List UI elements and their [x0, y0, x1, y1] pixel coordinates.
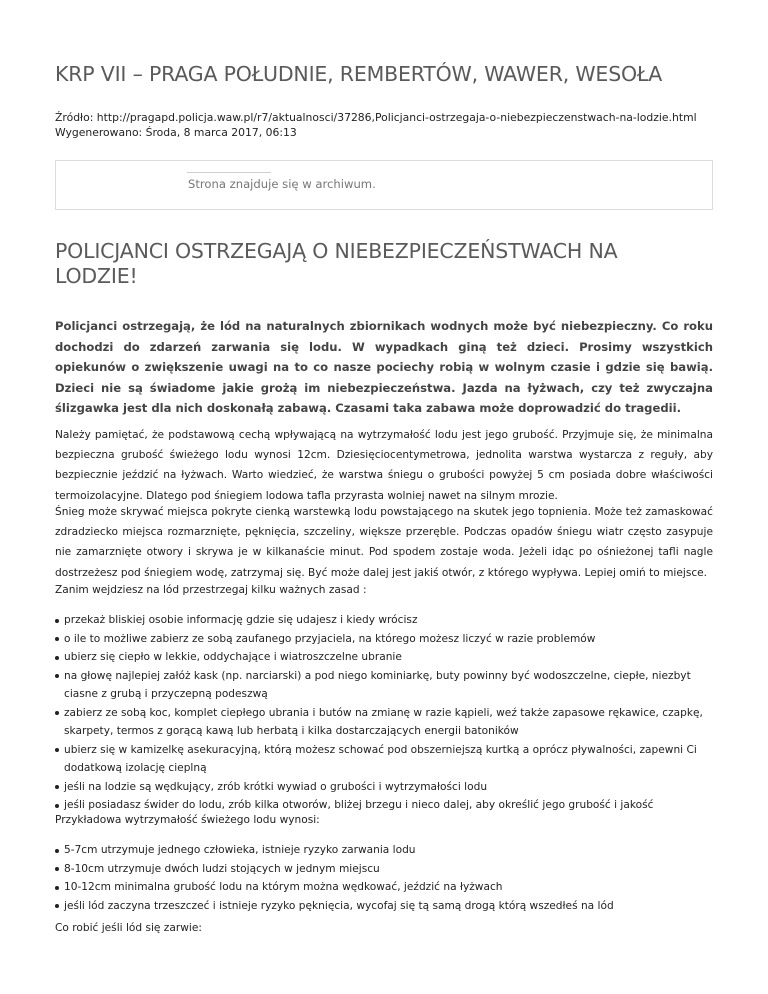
list-item: jeśli na lodzie są wędkujący, zrób krótki wywiad o grubości i wytrzymałości lodu — [55, 778, 713, 797]
list-item: ubierz się ciepło w lekkie, oddychające i wiatroszczelne ubranie — [55, 648, 713, 667]
paragraph-strength-intro: Przykładowa wytrzymałość świeżego lodu wynosi: — [55, 814, 320, 826]
list-item: o ile to możliwe zabierz ze sobą zaufanego przyjaciela, na którego możesz liczyć w razie problemów — [55, 630, 713, 649]
list-item: 5-7cm utrzymuje jednego człowieka, istnieje ryzyko zarwania lodu — [55, 841, 713, 860]
source-url: Źródło: http://pragapd.policja.waw.pl/r7/aktualnosci/37286,Policjanci-ostrzegaja-o-niebezpieczenstwach-na-lodzie.html — [55, 111, 697, 124]
bullet-icon — [55, 804, 59, 808]
bullet-icon — [55, 748, 59, 752]
bullet-icon — [55, 867, 59, 871]
article-title: POLICJANCI OSTRZEGAJĄ O NIEBEZPIECZEŃSTWACH NA LODZIE! — [55, 239, 618, 288]
list-item: ubierz się w kamizelkę asekuracyjną, którą możesz schować pod obszerniejszą kurtką a oprócz pływalności, zapewni Ci dodatkową izolację cieplną — [55, 741, 713, 778]
bullet-icon — [55, 785, 59, 789]
paragraph-thickness: Należy pamiętać, że podstawową cechą wpływającą na wytrzymałość lodu jest jego grubość. Przyjmuje się, że minimalna bezpieczna grubość świeżego lodu wynosi 12cm. Dziesięciocentymetrowa, jednolita warstwa wystarcza z reguły, aby bezpiecznie jeździć na łyżwach. Warto wiedzieć, że warstwa śniegu o grubości powyżej 5 cm posiada dobre właściwości termoizolacyjne. Dlatego pod śniegiem lodowa tafla przyrasta wolniej nawet na silnym mrozie. — [55, 429, 713, 502]
list-item: 10-12cm minimalna grubość lodu na którym można wędkować, jeździć na łyżwach — [55, 878, 713, 897]
bullet-icon — [55, 656, 59, 660]
list-item: przekaż bliskiej osobie informację gdzie się udajesz i kiedy wrócisz — [55, 611, 713, 630]
paragraph-ice-breaks: Co robić jeśli lód się zarwie: — [55, 922, 202, 934]
bullet-icon — [55, 637, 59, 641]
bullet-icon — [55, 904, 59, 908]
article-lead: Policjanci ostrzegają, że lód na naturalnych zbiornikach wodnych może być niebezpieczny. Co roku dochodzi do zdarzeń zarwania się lodu. W wypadkach giną też dzieci. Prosimy wszystkich opiekunów o zwiększenie uwagi na to co nasze pociechy robią w wolnym czasie i gdzie się bawią. Dzieci nie są świadome jakie grożą im niebezpieczeństwa. Jazda na łyżwach, czy też zwyczajna ślizgawka jest dla nich doskonałą zabawą. Czasami taka zabawa może doprowadzić do tragedii. — [55, 319, 713, 416]
paragraph-rules-intro: Zanim wejdziesz na lód przestrzegaj kilku ważnych zasad : — [55, 584, 367, 596]
list-item: na głowę najlepiej załóż kask (np. narciarski) a pod niego kominiarkę, buty powinny być wodoszczelne, ciepłe, niezbyt ciasne z grubą i przyczepną podeszwą — [55, 667, 713, 704]
bullet-icon — [55, 619, 59, 623]
paragraph-snow: Śnieg może skrywać miejsca pokryte cienką warstewką lodu powstającego na skutek jego topnienia. Może też zamaskować zdradziecko miejsca rozmarznięte, pęknięcia, szczeliny, większe przeręble. Podczas opadów śniegu wiatr często zasypuje nie zamarznięte otwory i skrywa je w kilkanaście minut. Pod spodem zostaje woda. Jeżeli idąc po ośnieżonej tafli nagle dostrzeżesz pod śniegiem wodę, zatrzymaj się. Być może dalej jest jakiś otwór, z którego wypływa. Lepiej omiń to miejsce. — [55, 506, 713, 579]
archive-notice-box — [55, 160, 713, 210]
archive-notice: Strona znajduje się w archiwum. — [188, 177, 376, 191]
generated-date: Wygenerowano: Środa, 8 marca 2017, 06:13 — [55, 126, 297, 139]
source-meta — [55, 110, 697, 140]
list-item: zabierz ze sobą koc, komplet ciepłego ubrania i butów na zmianę w razie kąpieli, weź także zapasowe rękawice, czapkę, skarpety, termos z gorącą kawą lub herbatą i kilka dostarczających energii batoników — [55, 704, 713, 741]
list-item: jeśli lód zaczyna trzeszczeć i istnieje ryzyko pęknięcia, wycofaj się tą samą drogą którą wszedłeś na lód — [55, 897, 713, 916]
rules-list — [55, 611, 713, 815]
bullet-icon — [55, 886, 59, 890]
bullet-icon — [55, 674, 59, 678]
archive-divider — [187, 172, 271, 173]
site-title: KRP VII – PRAGA POŁUDNIE, REMBERTÓW, WAWER, WESOŁA — [55, 62, 663, 86]
bullet-icon — [55, 711, 59, 715]
list-item: 8-10cm utrzymuje dwóch ludzi stojących w jednym miejscu — [55, 860, 713, 879]
list-item: jeśli posiadasz świder do lodu, zrób kilka otworów, bliżej brzegu i nieco dalej, aby określić jego grubość i jakość — [55, 796, 713, 815]
bullet-icon — [55, 849, 59, 853]
thickness-list — [55, 841, 713, 915]
